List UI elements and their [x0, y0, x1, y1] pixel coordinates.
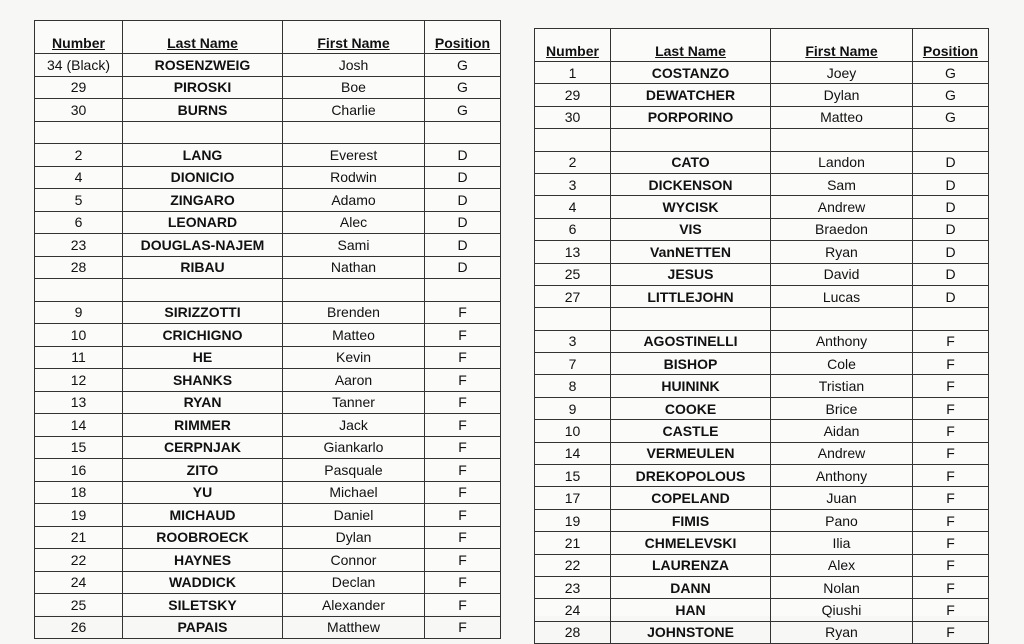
number-cell: 22: [535, 554, 611, 576]
last-name-cell: DANN: [611, 576, 771, 598]
position-cell: F: [913, 330, 989, 352]
last-name-cell: FIMIS: [611, 509, 771, 531]
number-cell: 25: [535, 263, 611, 285]
number-cell: 29: [35, 76, 123, 99]
table-row: [535, 576, 989, 598]
first-name-cell: Anthony: [771, 330, 913, 352]
number-header: Number: [35, 21, 123, 54]
number-cell: 5: [35, 189, 123, 212]
number-cell: 30: [35, 99, 123, 122]
number-cell: [35, 121, 123, 144]
last-name-cell: SIRIZZOTTI: [123, 301, 283, 324]
position-header: Position: [913, 29, 989, 62]
position-cell: D: [913, 218, 989, 240]
last-name-cell: DREKOPOLOUS: [611, 465, 771, 487]
last-name-cell: CRICHIGNO: [123, 324, 283, 347]
number-cell: 34 (Black): [35, 54, 123, 77]
table-row: [35, 76, 501, 99]
first-name-cell: Alec: [283, 211, 425, 234]
position-cell: F: [913, 487, 989, 509]
first-name-cell: Matthew: [283, 616, 425, 639]
position-cell: D: [425, 234, 501, 257]
first-name-cell: [771, 308, 913, 330]
last-name-cell: WYCISK: [611, 196, 771, 218]
table-row: [35, 99, 501, 122]
last-name-cell: LAURENZA: [611, 554, 771, 576]
number-cell: 17: [535, 487, 611, 509]
last-name-cell: PAPAIS: [123, 616, 283, 639]
last-name-cell: [123, 279, 283, 302]
last-name-header: Last Name: [611, 29, 771, 62]
number-cell: 1: [535, 62, 611, 84]
first-name-cell: Ryan: [771, 621, 913, 643]
last-name-header: Last Name: [123, 21, 283, 54]
number-cell: 9: [35, 301, 123, 324]
position-cell: F: [913, 532, 989, 554]
position-cell: G: [913, 62, 989, 84]
first-name-cell: Aaron: [283, 369, 425, 392]
last-name-cell: ROOBROECK: [123, 526, 283, 549]
last-name-cell: DIONICIO: [123, 166, 283, 189]
table-row: [35, 369, 501, 392]
last-name-cell: HAYNES: [123, 549, 283, 572]
table-row: [35, 504, 501, 527]
position-cell: F: [913, 621, 989, 643]
last-name-cell: COSTANZO: [611, 62, 771, 84]
last-name-cell: PORPORINO: [611, 106, 771, 128]
table-row: [535, 397, 989, 419]
table-row: [35, 346, 501, 369]
position-cell: F: [425, 346, 501, 369]
last-name-cell: CASTLE: [611, 420, 771, 442]
number-cell: 18: [35, 481, 123, 504]
table-row: [535, 241, 989, 263]
number-cell: 2: [35, 144, 123, 167]
first-name-cell: Matteo: [771, 106, 913, 128]
last-name-cell: AGOSTINELLI: [611, 330, 771, 352]
table-row: [535, 487, 989, 509]
number-cell: 13: [35, 391, 123, 414]
table-row: [535, 285, 989, 307]
left-roster-sheet: [34, 20, 500, 636]
first-name-cell: Matteo: [283, 324, 425, 347]
number-cell: 21: [35, 526, 123, 549]
position-cell: F: [425, 504, 501, 527]
position-cell: F: [913, 442, 989, 464]
position-cell: F: [913, 375, 989, 397]
spacer-row: [35, 121, 501, 144]
number-cell: 10: [535, 420, 611, 442]
first-name-cell: Lucas: [771, 285, 913, 307]
right-roster-table: [534, 28, 989, 644]
number-cell: 19: [535, 509, 611, 531]
table-row: [35, 436, 501, 459]
last-name-cell: YU: [123, 481, 283, 504]
position-cell: D: [913, 173, 989, 195]
last-name-cell: RIBAU: [123, 256, 283, 279]
last-name-cell: JESUS: [611, 263, 771, 285]
number-cell: 4: [535, 196, 611, 218]
position-cell: F: [425, 594, 501, 617]
table-row: [535, 465, 989, 487]
spacer-row: [535, 129, 989, 151]
table-row: [535, 151, 989, 173]
table-row: [535, 599, 989, 621]
first-name-cell: Brenden: [283, 301, 425, 324]
number-cell: 22: [35, 549, 123, 572]
last-name-cell: HUININK: [611, 375, 771, 397]
position-cell: F: [913, 465, 989, 487]
table-row: [35, 526, 501, 549]
last-name-cell: ZITO: [123, 459, 283, 482]
number-cell: [535, 129, 611, 151]
number-cell: 6: [535, 218, 611, 240]
last-name-cell: MICHAUD: [123, 504, 283, 527]
table-row: [535, 263, 989, 285]
table-row: [35, 459, 501, 482]
position-cell: F: [425, 616, 501, 639]
last-name-cell: WADDICK: [123, 571, 283, 594]
position-cell: G: [425, 54, 501, 77]
number-cell: 8: [535, 375, 611, 397]
table-row: [35, 54, 501, 77]
position-cell: D: [425, 144, 501, 167]
last-name-cell: PIROSKI: [123, 76, 283, 99]
last-name-cell: SILETSKY: [123, 594, 283, 617]
last-name-cell: ROSENZWEIG: [123, 54, 283, 77]
last-name-cell: DICKENSON: [611, 173, 771, 195]
last-name-cell: [123, 121, 283, 144]
last-name-cell: CATO: [611, 151, 771, 173]
first-name-cell: [283, 121, 425, 144]
header-row: [535, 29, 989, 62]
first-name-cell: Everest: [283, 144, 425, 167]
first-name-cell: Dylan: [771, 84, 913, 106]
first-name-cell: Tristian: [771, 375, 913, 397]
number-cell: 12: [35, 369, 123, 392]
table-row: [35, 481, 501, 504]
first-name-cell: Charlie: [283, 99, 425, 122]
first-name-cell: Qiushi: [771, 599, 913, 621]
table-row: [535, 420, 989, 442]
position-cell: F: [913, 509, 989, 531]
first-name-header: First Name: [283, 21, 425, 54]
number-cell: [35, 279, 123, 302]
position-cell: F: [425, 481, 501, 504]
position-cell: [425, 279, 501, 302]
number-cell: 26: [35, 616, 123, 639]
position-cell: G: [913, 84, 989, 106]
position-cell: D: [425, 211, 501, 234]
first-name-cell: Adamo: [283, 189, 425, 212]
position-cell: F: [425, 436, 501, 459]
first-name-cell: Daniel: [283, 504, 425, 527]
table-row: [535, 621, 989, 643]
first-name-cell: Boe: [283, 76, 425, 99]
last-name-cell: VERMEULEN: [611, 442, 771, 464]
position-cell: F: [913, 576, 989, 598]
table-row: [535, 62, 989, 84]
first-name-cell: [283, 279, 425, 302]
number-cell: 15: [35, 436, 123, 459]
table-row: [35, 549, 501, 572]
table-row: [35, 301, 501, 324]
first-name-cell: Cole: [771, 353, 913, 375]
first-name-cell: Kevin: [283, 346, 425, 369]
position-cell: G: [425, 99, 501, 122]
first-name-cell: Pasquale: [283, 459, 425, 482]
number-cell: 10: [35, 324, 123, 347]
number-cell: 14: [535, 442, 611, 464]
number-cell: 11: [35, 346, 123, 369]
position-cell: G: [913, 106, 989, 128]
position-cell: D: [425, 189, 501, 212]
position-cell: F: [913, 554, 989, 576]
table-row: [535, 106, 989, 128]
position-cell: D: [425, 256, 501, 279]
first-name-cell: Alexander: [283, 594, 425, 617]
table-row: [535, 442, 989, 464]
first-name-cell: Tanner: [283, 391, 425, 414]
table-row: [535, 218, 989, 240]
table-row: [35, 234, 501, 257]
first-name-cell: Rodwin: [283, 166, 425, 189]
number-cell: 28: [535, 621, 611, 643]
last-name-cell: COOKE: [611, 397, 771, 419]
position-cell: F: [425, 571, 501, 594]
last-name-cell: LITTLEJOHN: [611, 285, 771, 307]
last-name-cell: DEWATCHER: [611, 84, 771, 106]
first-name-cell: Nolan: [771, 576, 913, 598]
position-cell: F: [913, 397, 989, 419]
table-row: [535, 353, 989, 375]
position-cell: D: [913, 285, 989, 307]
right-roster-sheet: [534, 28, 988, 641]
number-cell: 23: [35, 234, 123, 257]
left-roster-body: [35, 54, 501, 639]
table-row: [535, 84, 989, 106]
first-name-cell: David: [771, 263, 913, 285]
first-name-cell: Pano: [771, 509, 913, 531]
first-name-cell: Nathan: [283, 256, 425, 279]
number-cell: 19: [35, 504, 123, 527]
last-name-cell: JOHNSTONE: [611, 621, 771, 643]
table-row: [35, 391, 501, 414]
position-cell: F: [913, 420, 989, 442]
first-name-cell: [771, 129, 913, 151]
number-cell: 9: [535, 397, 611, 419]
first-name-cell: Andrew: [771, 196, 913, 218]
number-cell: 21: [535, 532, 611, 554]
position-cell: F: [425, 301, 501, 324]
position-cell: D: [913, 151, 989, 173]
table-row: [535, 375, 989, 397]
table-row: [35, 616, 501, 639]
first-name-cell: Josh: [283, 54, 425, 77]
last-name-cell: LEONARD: [123, 211, 283, 234]
header-row: [35, 21, 501, 54]
last-name-cell: ZINGARO: [123, 189, 283, 212]
first-name-cell: Ryan: [771, 241, 913, 263]
last-name-cell: SHANKS: [123, 369, 283, 392]
first-name-cell: Ilia: [771, 532, 913, 554]
position-cell: F: [425, 414, 501, 437]
first-name-cell: Dylan: [283, 526, 425, 549]
number-cell: 30: [535, 106, 611, 128]
position-cell: F: [425, 324, 501, 347]
first-name-cell: Michael: [283, 481, 425, 504]
table-row: [535, 554, 989, 576]
left-roster-table: [34, 20, 501, 639]
right-roster-body: [535, 62, 989, 644]
number-cell: 3: [535, 330, 611, 352]
number-cell: 13: [535, 241, 611, 263]
number-cell: 3: [535, 173, 611, 195]
first-name-cell: Declan: [283, 571, 425, 594]
last-name-cell: VanNETTEN: [611, 241, 771, 263]
table-row: [35, 256, 501, 279]
spacer-row: [35, 279, 501, 302]
position-cell: F: [425, 391, 501, 414]
number-cell: 2: [535, 151, 611, 173]
last-name-cell: DOUGLAS-NAJEM: [123, 234, 283, 257]
number-cell: 4: [35, 166, 123, 189]
position-cell: F: [913, 353, 989, 375]
table-row: [535, 330, 989, 352]
first-name-cell: Sami: [283, 234, 425, 257]
position-cell: F: [425, 549, 501, 572]
number-header: Number: [535, 29, 611, 62]
last-name-cell: [611, 308, 771, 330]
table-row: [35, 324, 501, 347]
last-name-cell: HAN: [611, 599, 771, 621]
position-cell: F: [425, 459, 501, 482]
first-name-cell: Juan: [771, 487, 913, 509]
table-row: [35, 166, 501, 189]
last-name-cell: RIMMER: [123, 414, 283, 437]
table-row: [535, 509, 989, 531]
first-name-cell: Connor: [283, 549, 425, 572]
number-cell: 15: [535, 465, 611, 487]
last-name-cell: HE: [123, 346, 283, 369]
number-cell: 25: [35, 594, 123, 617]
number-cell: 24: [35, 571, 123, 594]
first-name-header: First Name: [771, 29, 913, 62]
position-cell: [913, 129, 989, 151]
last-name-cell: BURNS: [123, 99, 283, 122]
position-cell: D: [913, 196, 989, 218]
first-name-cell: Anthony: [771, 465, 913, 487]
last-name-cell: LANG: [123, 144, 283, 167]
first-name-cell: Andrew: [771, 442, 913, 464]
last-name-cell: CHMELEVSKI: [611, 532, 771, 554]
table-row: [35, 414, 501, 437]
table-row: [35, 144, 501, 167]
first-name-cell: Landon: [771, 151, 913, 173]
number-cell: 16: [35, 459, 123, 482]
position-cell: G: [425, 76, 501, 99]
last-name-cell: CERPNJAK: [123, 436, 283, 459]
first-name-cell: Joey: [771, 62, 913, 84]
table-row: [35, 594, 501, 617]
last-name-cell: [611, 129, 771, 151]
number-cell: 23: [535, 576, 611, 598]
last-name-cell: BISHOP: [611, 353, 771, 375]
table-row: [35, 189, 501, 212]
number-cell: 28: [35, 256, 123, 279]
number-cell: 7: [535, 353, 611, 375]
first-name-cell: Sam: [771, 173, 913, 195]
position-cell: [425, 121, 501, 144]
position-cell: D: [913, 241, 989, 263]
position-cell: D: [913, 263, 989, 285]
table-row: [535, 196, 989, 218]
first-name-cell: Alex: [771, 554, 913, 576]
position-cell: F: [425, 369, 501, 392]
table-row: [535, 532, 989, 554]
first-name-cell: Braedon: [771, 218, 913, 240]
position-cell: F: [425, 526, 501, 549]
table-row: [535, 173, 989, 195]
number-cell: 27: [535, 285, 611, 307]
first-name-cell: Giankarlo: [283, 436, 425, 459]
last-name-cell: RYAN: [123, 391, 283, 414]
position-cell: [913, 308, 989, 330]
last-name-cell: VIS: [611, 218, 771, 240]
first-name-cell: Aidan: [771, 420, 913, 442]
position-cell: D: [425, 166, 501, 189]
number-cell: 6: [35, 211, 123, 234]
number-cell: 14: [35, 414, 123, 437]
position-cell: F: [913, 599, 989, 621]
position-header: Position: [425, 21, 501, 54]
number-cell: [535, 308, 611, 330]
number-cell: 29: [535, 84, 611, 106]
first-name-cell: Brice: [771, 397, 913, 419]
spacer-row: [535, 308, 989, 330]
number-cell: 24: [535, 599, 611, 621]
last-name-cell: COPELAND: [611, 487, 771, 509]
table-row: [35, 211, 501, 234]
table-row: [35, 571, 501, 594]
first-name-cell: Jack: [283, 414, 425, 437]
